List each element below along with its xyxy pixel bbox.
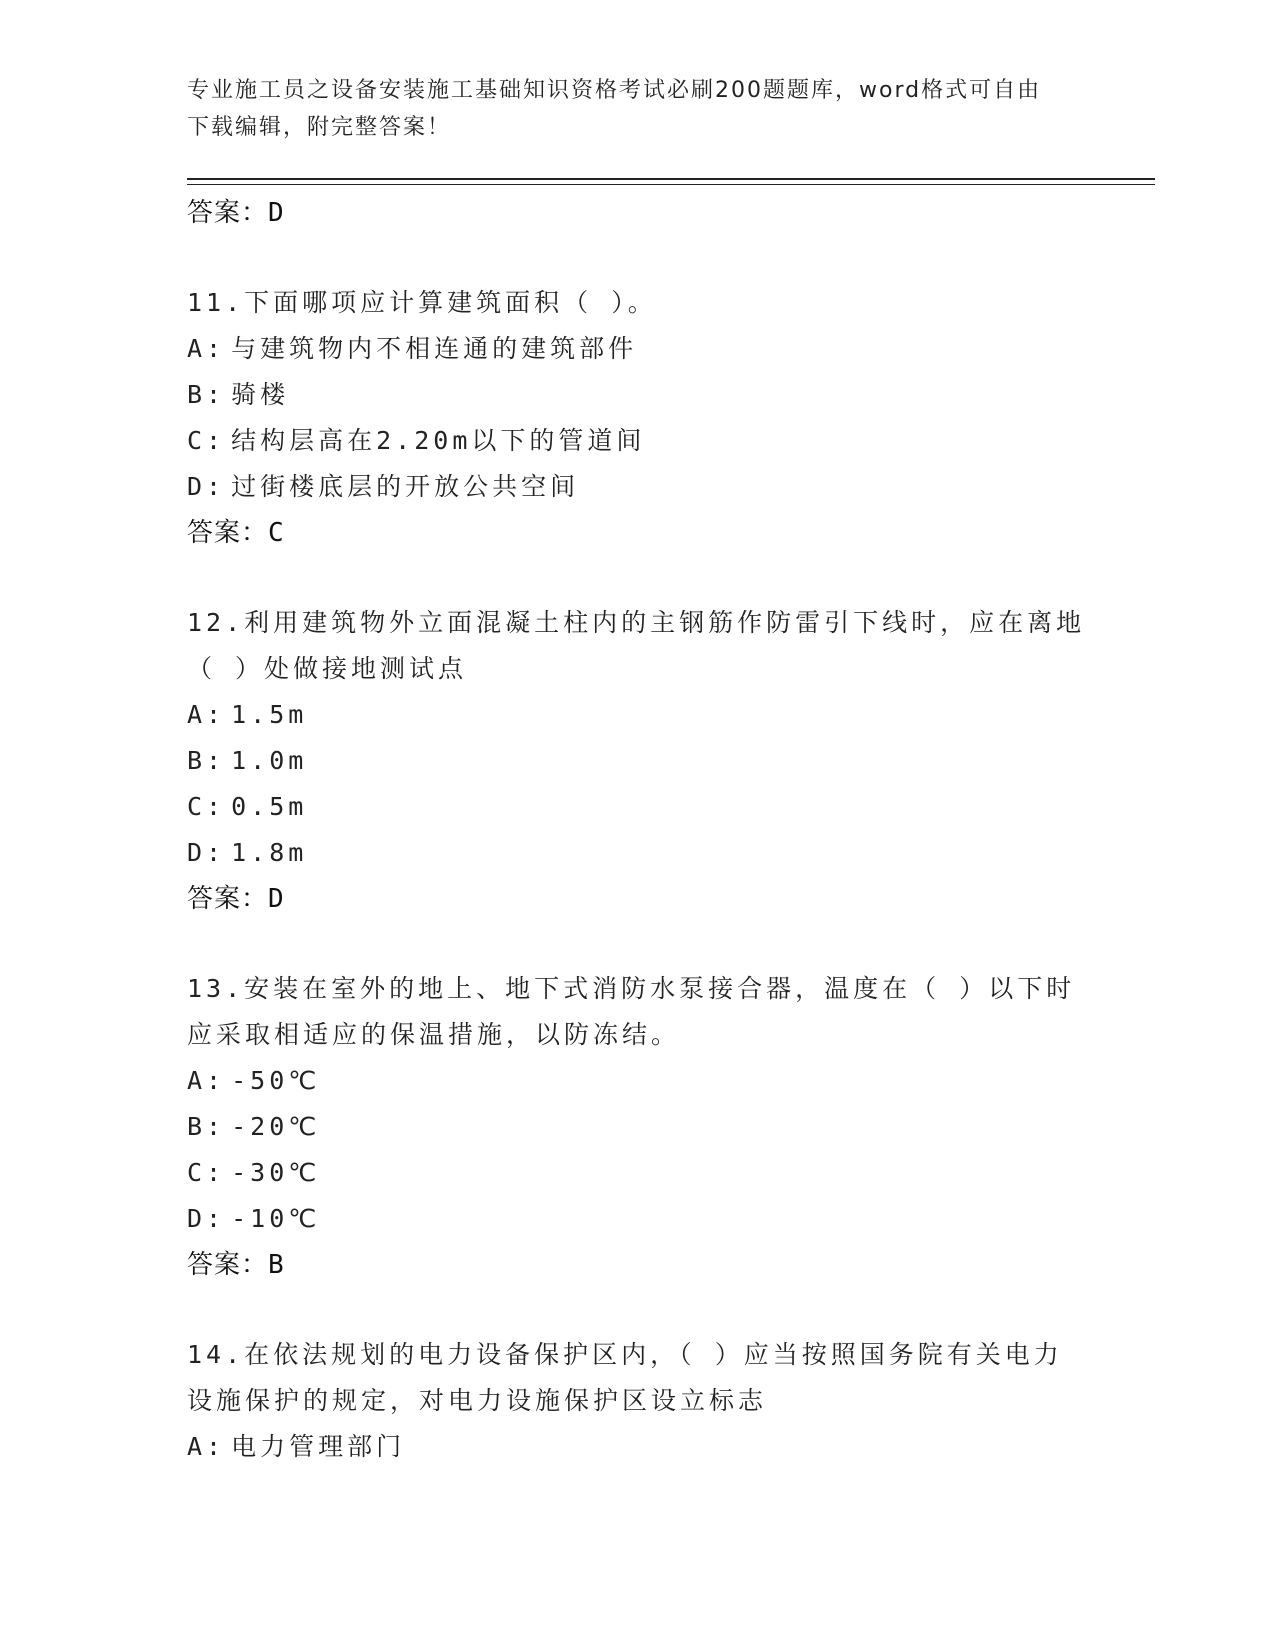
question-text-line-2: 设施保护的规定，对电力设施保护区设立标志 xyxy=(187,1386,768,1415)
answer-line xyxy=(187,510,1107,556)
question-block xyxy=(187,600,1107,922)
document-header xyxy=(187,72,1087,146)
option-b: B: 1.0m xyxy=(187,746,308,775)
answer-line xyxy=(187,876,1107,922)
question-text-line-2: （ ）处做接地测试点 xyxy=(187,654,468,683)
option-a: A: -50℃ xyxy=(187,1066,321,1095)
question-block xyxy=(187,966,1107,1288)
answer-line xyxy=(187,1242,1107,1288)
option-b: B: -20℃ xyxy=(187,1112,321,1141)
answer-value: D xyxy=(268,884,285,914)
option-b: B: 骑楼 xyxy=(187,380,290,409)
question-text-line-1: 12.利用建筑物外立面混凝土柱内的主钢筋作防雷引下线时，应在离地 xyxy=(187,608,1086,637)
header-line-1: 专业施工员之设备安装施工基础知识资格考试必刷200题题库，word格式可自由 xyxy=(187,78,1042,103)
option-d: D: 1.8m xyxy=(187,838,308,867)
option-c: C: -30℃ xyxy=(187,1158,321,1187)
option-c: C: 结构层高在2.20m以下的管道间 xyxy=(187,426,646,455)
option-d: D: -10℃ xyxy=(187,1204,321,1233)
option-c: C: 0.5m xyxy=(187,792,308,821)
question-text-line-2: 应采取相适应的保温措施，以防冻结。 xyxy=(187,1020,681,1049)
header-divider-thin xyxy=(187,184,1155,185)
answer-label: 答案： xyxy=(187,518,269,548)
question-block xyxy=(187,1332,1107,1470)
answer-line xyxy=(187,190,1107,236)
option-a: A: 与建筑物内不相连通的建筑部件 xyxy=(187,334,638,363)
answer-value: B xyxy=(268,1250,285,1280)
question-text-line-1: 14.在依法规划的电力设备保护区内，（ ）应当按照国务院有关电力 xyxy=(187,1340,1063,1369)
answer-label: 答案： xyxy=(187,884,269,914)
option-a: A: 1.5m xyxy=(187,700,308,729)
question-text-line-1: 13.安装在室外的地上、地下式消防水泵接合器，温度在（ ）以下时 xyxy=(187,974,1076,1003)
question-block xyxy=(187,280,1107,556)
answer-label: 答案： xyxy=(187,1250,269,1280)
header-line-2: 下载编辑，附完整答案！ xyxy=(187,115,452,140)
option-a: A: 电力管理部门 xyxy=(187,1432,406,1461)
answer-value: C xyxy=(268,518,285,548)
option-d: D: 过街楼底层的开放公共空间 xyxy=(187,472,580,501)
answer-label: 答案： xyxy=(187,198,269,228)
question-text: 11.下面哪项应计算建筑面积（ ）。 xyxy=(187,288,657,317)
header-divider-thick xyxy=(187,178,1155,180)
answer-value: D xyxy=(268,198,285,228)
question-list xyxy=(187,190,1107,1470)
